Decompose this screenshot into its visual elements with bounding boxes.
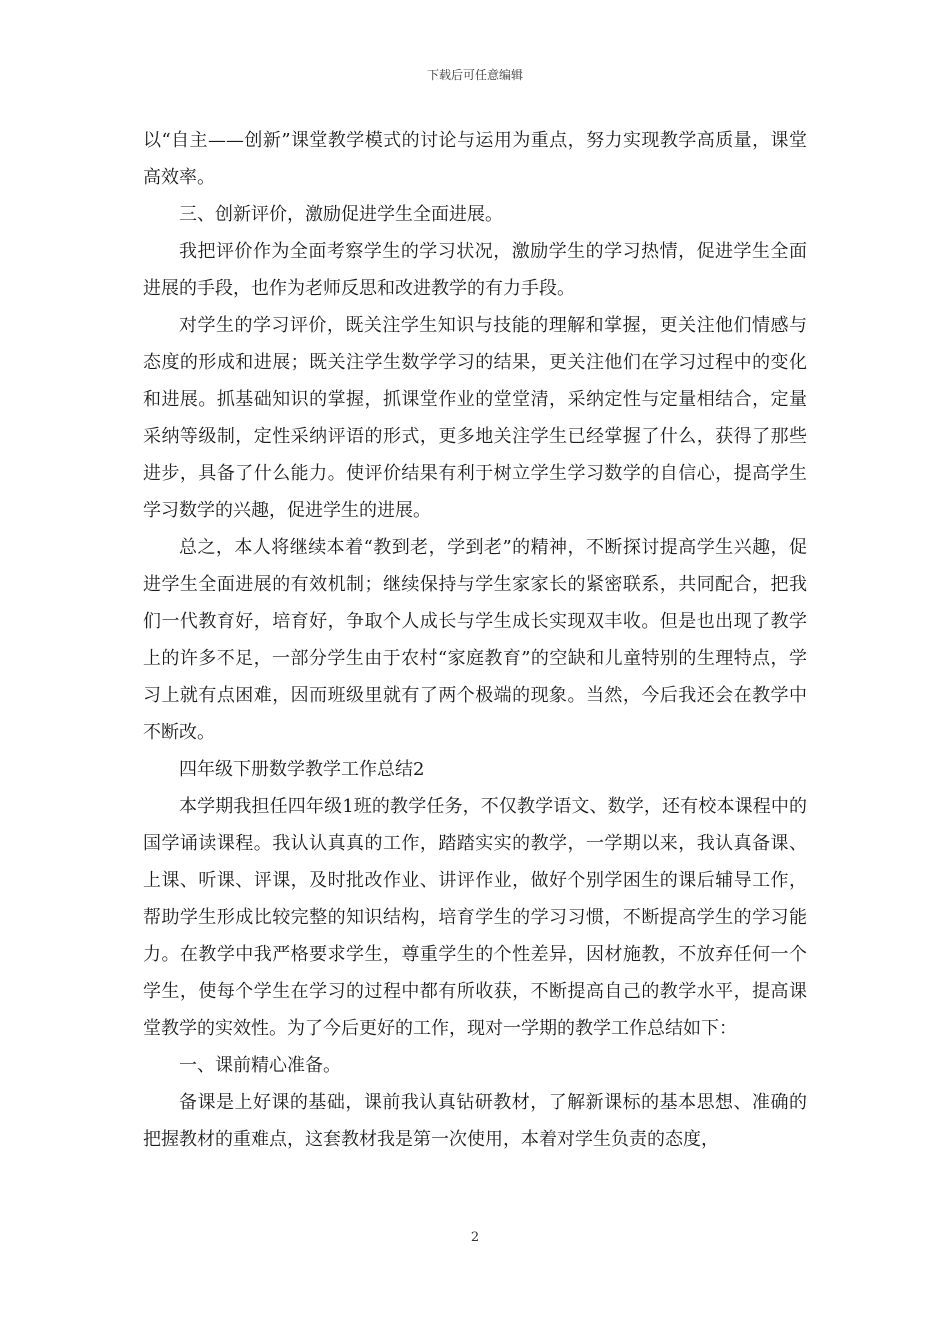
paragraph-3: 我把评价作为全面考察学生的学习状况，激励学生的学习热情，促进学生全面进展的手段，也作为老师反思和改进教学的有力手段。 bbox=[143, 241, 807, 299]
paragraph-7: 本学期我担任四年级1班的教学任务，不仅教学语文、数学，还有校本课程中的国学诵读课程。我认认真真的工作，踏踏实实的教学，一学期以来，我认真备课、上课、听课、评课，及时批改作业、讲评作业，做好个别学困生的课后辅导工作，帮助学生形成比较完整的知识结构，培育学生的学习习惯，不断提高学生的学习能力。在教学中我严格要求学生，尊重学生的个性差异，因材施教，不放弃任何一个学生，使每个学生在学习的过程中都有所收获，不断提高自己的教学水平，提高课堂教学的实效性。为了今后更好的工作，现对一学期的教学工作总结如下： bbox=[143, 796, 807, 1039]
paragraph-5: 总之，本人将继续本着“教到老，学到老”的精神，不断探讨提高学生兴趣，促进学生全面进展的有效机制；继续保持与学生家家长的紧密联系，共同配合，把我们一代教育好，培育好，争取个人成长与学生成长实现双丰收。但是也出现了教学上的许多不足，一部分学生由于农村“家庭教育”的空缺和儿童特别的生理特点，学习上就有点困难，因而班级里就有了两个极端的现象。当然，今后我还会在教学中不断改。 bbox=[143, 537, 807, 743]
section-heading-lesson-preparation: 一、课前精心准备。 bbox=[179, 1055, 341, 1076]
paragraph-1: 以“自主——创新”课堂教学模式的讨论与运用为重点，努力实现教学高质量，课堂高效率。 bbox=[143, 130, 807, 188]
page-number: 2 bbox=[470, 1230, 480, 1245]
section-heading-innovative-evaluation: 三、创新评价，激励促进学生全面进展。 bbox=[179, 204, 503, 225]
document-body bbox=[143, 122, 807, 1158]
page-header: 下载后可任意编辑 bbox=[426, 68, 523, 82]
document-subtitle: 四年级下册数学教学工作总结2 bbox=[179, 759, 425, 780]
paragraph-9: 备课是上好课的基础，课前我认真钻研教材，了解新课标的基本思想、准确的把握教材的重难点，这套教材我是第一次使用，本着对学生负责的态度， bbox=[143, 1092, 807, 1150]
paragraph-4: 对学生的学习评价，既关注学生知识与技能的理解和掌握，更关注他们情感与态度的形成和进展；既关注学生数学学习的结果，更关注他们在学习过程中的变化和进展。抓基础知识的掌握，抓课堂作业的堂堂清，采纳定性与定量相结合，定量采纳等级制，定性采纳评语的形式，更多地关注学生已经掌握了什么，获得了那些进步，具备了什么能力。使评价结果有利于树立学生学习数学的自信心，提高学生学习数学的兴趣，促进学生的进展。 bbox=[143, 315, 807, 521]
